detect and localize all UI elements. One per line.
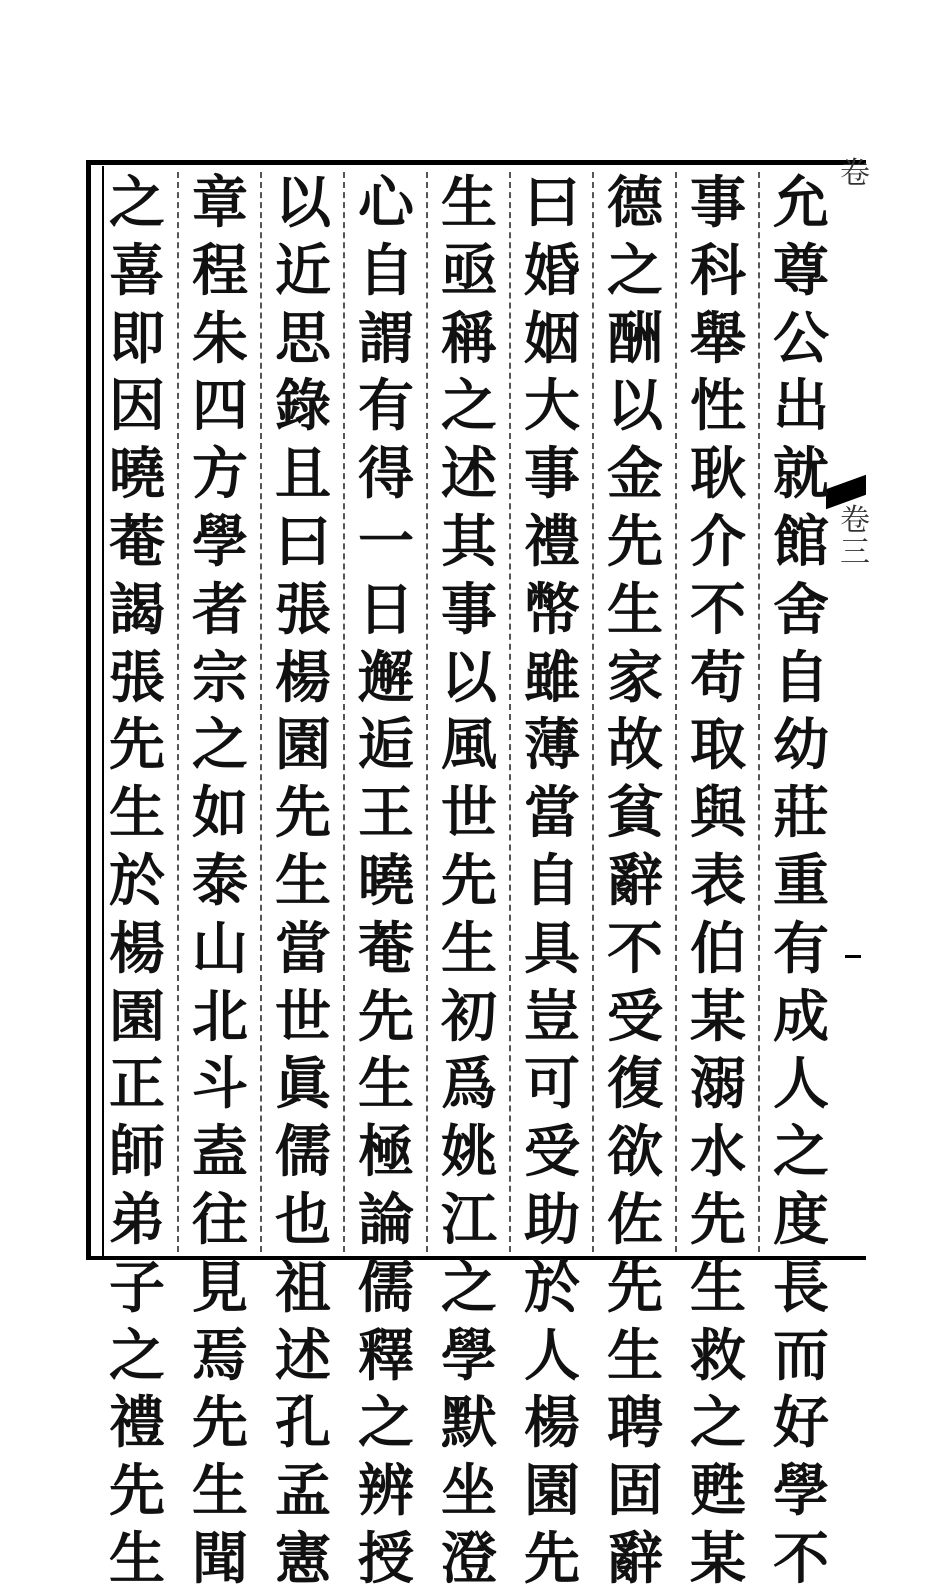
glyph: 大 <box>524 373 580 440</box>
glyph: 成 <box>773 983 829 1050</box>
text-column <box>602 170 668 1592</box>
column-divider <box>426 172 428 1252</box>
glyph: 世 <box>441 780 497 847</box>
glyph: 佐 <box>607 1186 663 1253</box>
glyph: 憲 <box>275 1525 331 1592</box>
glyph: 喜 <box>109 237 165 304</box>
glyph: 婚 <box>524 237 580 304</box>
glyph: 之 <box>109 170 165 236</box>
text-column <box>685 170 751 1592</box>
glyph: 菴 <box>358 915 414 982</box>
glyph: 園 <box>524 1458 580 1525</box>
glyph: 焉 <box>192 1322 248 1389</box>
glyph: 楊 <box>109 915 165 982</box>
glyph: 欲 <box>607 1119 663 1186</box>
glyph: 澄 <box>441 1525 497 1592</box>
glyph: 得 <box>358 441 414 508</box>
column-divider <box>675 172 677 1252</box>
glyph: 曉 <box>109 441 165 508</box>
glyph: 謁 <box>109 576 165 643</box>
glyph: 儒 <box>358 1254 414 1321</box>
glyph: 世 <box>275 983 331 1050</box>
glyph: 好 <box>773 1390 829 1457</box>
glyph: 張 <box>275 576 331 643</box>
glyph: 辨 <box>358 1458 414 1525</box>
glyph: 曉 <box>358 847 414 914</box>
glyph: 述 <box>441 441 497 508</box>
glyph: 聘 <box>607 1390 663 1457</box>
glyph: 初 <box>441 983 497 1050</box>
glyph: 雖 <box>524 644 580 711</box>
glyph: 於 <box>524 1254 580 1321</box>
glyph: 斗 <box>192 1051 248 1118</box>
glyph: 重 <box>773 847 829 914</box>
margin-title: 卷 <box>840 156 870 191</box>
glyph: 生 <box>441 170 497 236</box>
glyph: 生 <box>607 1322 663 1389</box>
glyph: 先 <box>441 847 497 914</box>
glyph: 如 <box>192 780 248 847</box>
glyph: 水 <box>690 1119 746 1186</box>
glyph: 北 <box>192 983 248 1050</box>
glyph: 學 <box>441 1322 497 1389</box>
glyph: 舍 <box>773 576 829 643</box>
column-divider <box>177 172 179 1252</box>
glyph: 祖 <box>275 1254 331 1321</box>
glyph: 舉 <box>690 305 746 372</box>
glyph: 子 <box>109 1254 165 1321</box>
glyph: 爲 <box>441 1051 497 1118</box>
glyph: 因 <box>109 373 165 440</box>
glyph: 人 <box>773 1051 829 1118</box>
glyph: 近 <box>275 237 331 304</box>
glyph: 之 <box>690 1390 746 1457</box>
glyph: 生 <box>358 1051 414 1118</box>
glyph: 章 <box>192 170 248 236</box>
glyph: 生 <box>690 1254 746 1321</box>
glyph: 具 <box>524 915 580 982</box>
glyph: 辭 <box>607 1525 663 1592</box>
glyph: 幼 <box>773 712 829 779</box>
glyph: 朱 <box>192 305 248 372</box>
glyph: 孔 <box>275 1390 331 1457</box>
glyph: 曰 <box>524 170 580 236</box>
glyph: 薄 <box>524 712 580 779</box>
glyph: 坐 <box>441 1458 497 1525</box>
glyph: 豈 <box>524 983 580 1050</box>
glyph: 酬 <box>607 305 663 372</box>
glyph: 有 <box>358 373 414 440</box>
glyph: 風 <box>441 712 497 779</box>
glyph: 王 <box>358 780 414 847</box>
glyph: 耿 <box>690 441 746 508</box>
glyph: 之 <box>358 1390 414 1457</box>
glyph: 錄 <box>275 373 331 440</box>
glyph: 園 <box>275 712 331 779</box>
glyph: 默 <box>441 1390 497 1457</box>
glyph: 曰 <box>275 508 331 575</box>
glyph: 貧 <box>607 780 663 847</box>
text-column <box>270 170 336 1592</box>
glyph: 金 <box>607 441 663 508</box>
glyph: 生 <box>109 1525 165 1592</box>
glyph: 莊 <box>773 780 829 847</box>
glyph: 學 <box>773 1458 829 1525</box>
glyph: 邂 <box>358 644 414 711</box>
column-divider <box>260 172 262 1252</box>
glyph: 不 <box>690 576 746 643</box>
column-divider <box>592 172 594 1252</box>
glyph: 事 <box>441 576 497 643</box>
glyph: 生 <box>192 1458 248 1525</box>
glyph: 先 <box>607 1254 663 1321</box>
glyph: 生 <box>275 847 331 914</box>
column-divider <box>758 172 760 1252</box>
glyph: 孟 <box>275 1458 331 1525</box>
glyph: 以 <box>441 644 497 711</box>
glyph: 園 <box>109 983 165 1050</box>
glyph: 一 <box>358 508 414 575</box>
glyph: 且 <box>275 441 331 508</box>
glyph: 見 <box>192 1254 248 1321</box>
glyph: 之 <box>607 237 663 304</box>
text-column <box>104 170 170 1592</box>
glyph: 之 <box>109 1322 165 1389</box>
glyph: 眞 <box>275 1051 331 1118</box>
glyph: 正 <box>109 1051 165 1118</box>
glyph: 不 <box>773 1525 829 1592</box>
margin-tick <box>845 955 861 958</box>
glyph: 師 <box>109 1119 165 1186</box>
glyph: 先 <box>524 1525 580 1592</box>
glyph: 某 <box>690 1525 746 1592</box>
glyph: 事 <box>690 170 746 236</box>
glyph: 度 <box>773 1186 829 1253</box>
glyph: 先 <box>192 1390 248 1457</box>
glyph: 以 <box>607 373 663 440</box>
glyph: 先 <box>109 712 165 779</box>
glyph: 取 <box>690 712 746 779</box>
glyph: 苟 <box>690 644 746 711</box>
glyph: 當 <box>524 780 580 847</box>
glyph: 救 <box>690 1322 746 1389</box>
glyph: 固 <box>607 1458 663 1525</box>
glyph: 聞 <box>192 1525 248 1592</box>
glyph: 表 <box>690 847 746 914</box>
glyph: 禮 <box>524 508 580 575</box>
glyph: 先 <box>607 508 663 575</box>
glyph: 往 <box>192 1186 248 1253</box>
glyph: 以 <box>275 170 331 236</box>
glyph: 介 <box>690 508 746 575</box>
glyph: 之 <box>441 1254 497 1321</box>
glyph: 思 <box>275 305 331 372</box>
glyph: 自 <box>773 644 829 711</box>
glyph: 館 <box>773 508 829 575</box>
text-column <box>768 170 834 1592</box>
glyph: 盍 <box>192 1119 248 1186</box>
glyph: 有 <box>773 915 829 982</box>
glyph: 甦 <box>690 1458 746 1525</box>
glyph: 生 <box>441 915 497 982</box>
glyph: 姚 <box>441 1119 497 1186</box>
glyph: 四 <box>192 373 248 440</box>
glyph: 就 <box>773 441 829 508</box>
glyph: 出 <box>773 373 829 440</box>
glyph: 宗 <box>192 644 248 711</box>
glyph: 之 <box>773 1119 829 1186</box>
glyph: 張 <box>109 644 165 711</box>
glyph: 其 <box>441 508 497 575</box>
glyph: 溺 <box>690 1051 746 1118</box>
glyph: 江 <box>441 1186 497 1253</box>
glyph: 伯 <box>690 915 746 982</box>
glyph: 助 <box>524 1186 580 1253</box>
glyph: 之 <box>441 373 497 440</box>
glyph: 德 <box>607 170 663 236</box>
glyph: 先 <box>109 1458 165 1525</box>
glyph: 復 <box>607 1051 663 1118</box>
glyph: 山 <box>192 915 248 982</box>
glyph: 泰 <box>192 847 248 914</box>
glyph: 人 <box>524 1322 580 1389</box>
glyph: 事 <box>524 441 580 508</box>
glyph: 而 <box>773 1322 829 1389</box>
glyph: 授 <box>358 1525 414 1592</box>
glyph: 與 <box>690 780 746 847</box>
glyph: 即 <box>109 305 165 372</box>
glyph: 學 <box>192 508 248 575</box>
glyph: 性 <box>690 373 746 440</box>
glyph: 逅 <box>358 712 414 779</box>
glyph: 先 <box>690 1186 746 1253</box>
glyph: 方 <box>192 441 248 508</box>
glyph: 生 <box>607 576 663 643</box>
glyph: 弟 <box>109 1186 165 1253</box>
glyph: 辭 <box>607 847 663 914</box>
glyph: 謂 <box>358 305 414 372</box>
glyph: 家 <box>607 644 663 711</box>
glyph: 可 <box>524 1051 580 1118</box>
glyph: 也 <box>275 1186 331 1253</box>
glyph: 公 <box>773 305 829 372</box>
glyph: 論 <box>358 1186 414 1253</box>
margin-chapter: 卷三 <box>840 503 870 570</box>
text-column <box>436 170 502 1592</box>
column-divider <box>343 172 345 1252</box>
glyph: 受 <box>524 1119 580 1186</box>
column-divider <box>509 172 511 1252</box>
glyph: 自 <box>358 237 414 304</box>
text-column <box>187 170 253 1592</box>
glyph: 長 <box>773 1254 829 1321</box>
glyph: 禮 <box>109 1390 165 1457</box>
glyph: 者 <box>192 576 248 643</box>
glyph: 楊 <box>524 1390 580 1457</box>
glyph: 科 <box>690 237 746 304</box>
glyph: 生 <box>109 780 165 847</box>
glyph: 當 <box>275 915 331 982</box>
glyph: 稱 <box>441 305 497 372</box>
glyph: 先 <box>358 983 414 1050</box>
glyph: 菴 <box>109 508 165 575</box>
glyph: 不 <box>607 915 663 982</box>
glyph: 心 <box>358 170 414 236</box>
glyph: 述 <box>275 1322 331 1389</box>
glyph: 自 <box>524 847 580 914</box>
glyph: 楊 <box>275 644 331 711</box>
glyph: 某 <box>690 983 746 1050</box>
glyph: 故 <box>607 712 663 779</box>
glyph: 之 <box>192 712 248 779</box>
glyph: 極 <box>358 1119 414 1186</box>
glyph: 先 <box>275 780 331 847</box>
glyph: 允 <box>773 170 829 236</box>
glyph: 幣 <box>524 576 580 643</box>
glyph: 尊 <box>773 237 829 304</box>
text-column <box>519 170 585 1592</box>
glyph: 儒 <box>275 1119 331 1186</box>
glyph: 亟 <box>441 237 497 304</box>
glyph: 釋 <box>358 1322 414 1389</box>
glyph: 受 <box>607 983 663 1050</box>
glyph: 於 <box>109 847 165 914</box>
text-column <box>353 170 419 1592</box>
glyph: 日 <box>358 576 414 643</box>
glyph: 姻 <box>524 305 580 372</box>
glyph: 程 <box>192 237 248 304</box>
